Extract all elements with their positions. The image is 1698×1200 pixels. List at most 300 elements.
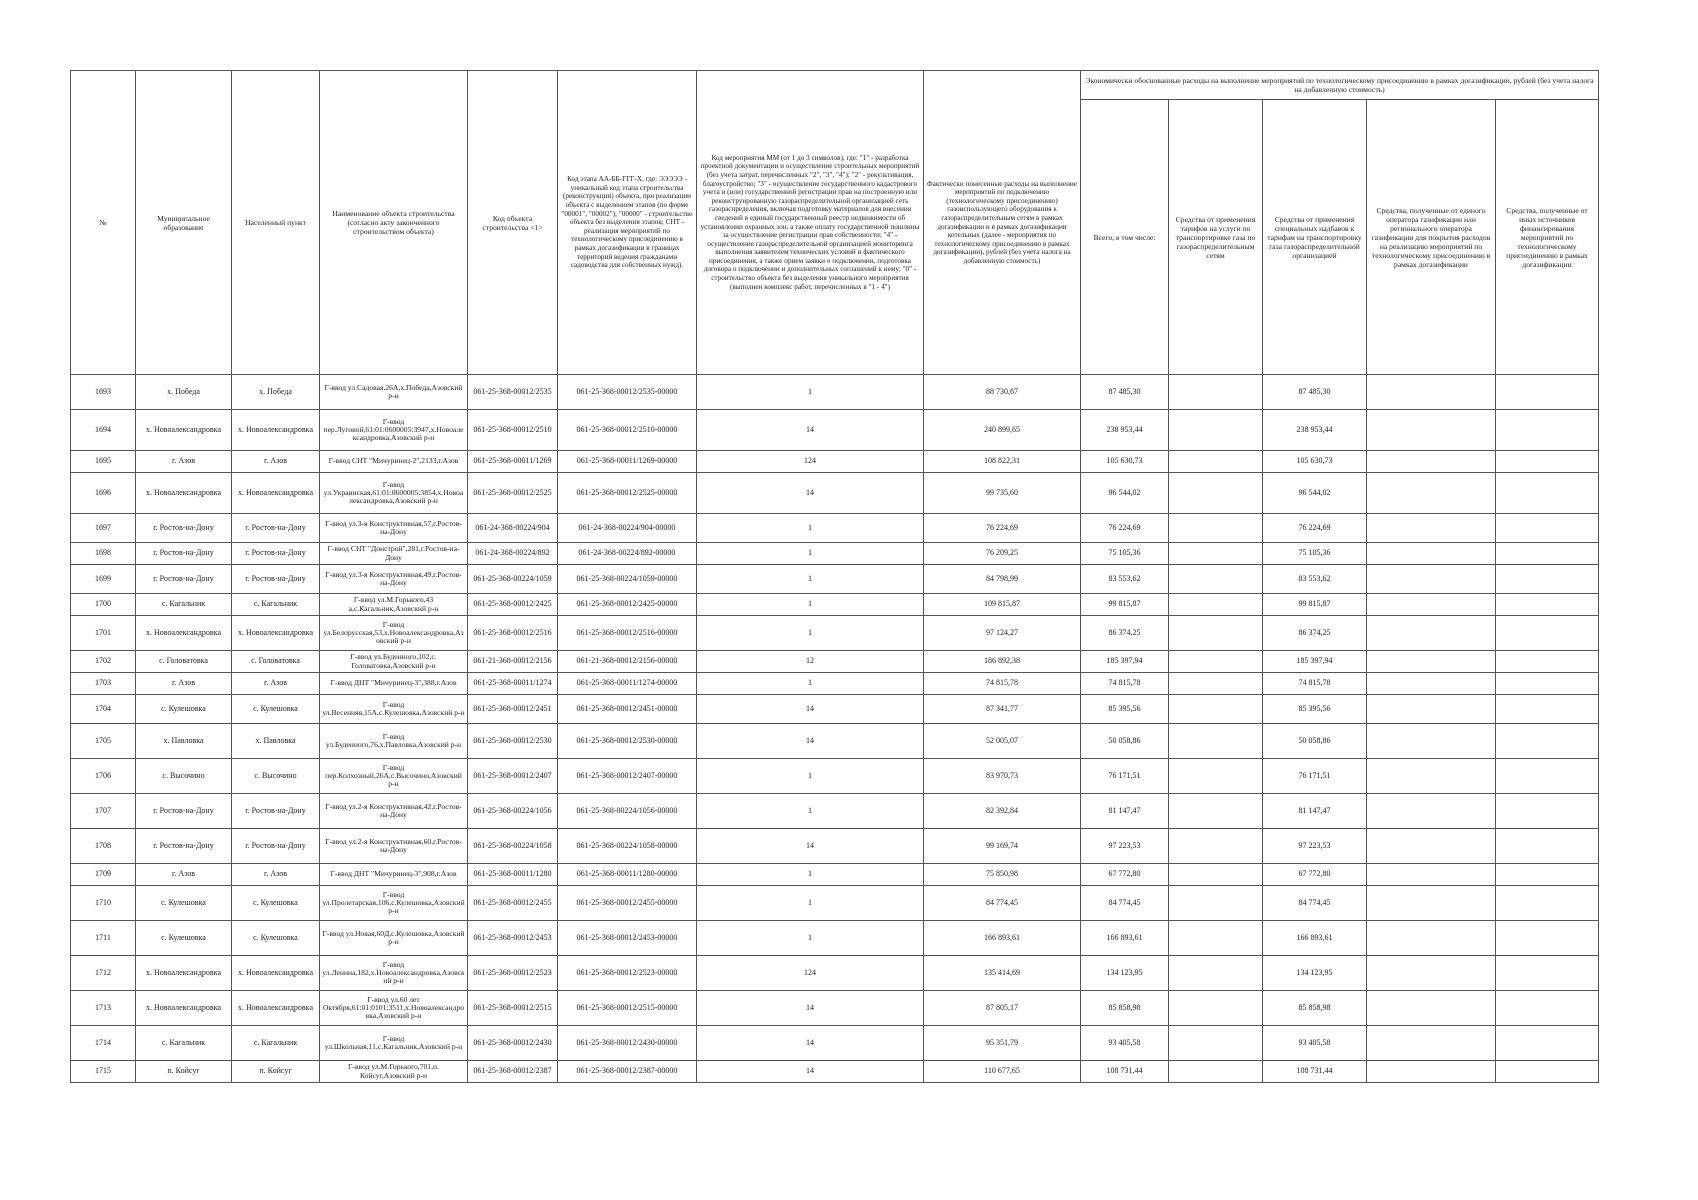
actual-costs-cell: 87 805,17 [924, 991, 1081, 1026]
header-municipality: Муниципальное образование [136, 71, 232, 375]
tariff-funds-cell [1169, 886, 1263, 921]
actual-costs-cell: 108 822,31 [924, 451, 1081, 473]
object-name-cell: Г-ввод пер.Колхозный,26А,с.Высочино,Азовский р-н [320, 759, 468, 794]
row-num: 1702 [71, 651, 136, 673]
stage-code-cell: 061-25-368-00012/2525-00000 [558, 473, 697, 514]
municipality-cell: с. Головатовка [136, 651, 232, 673]
other-funds-cell [1496, 565, 1599, 594]
actual-costs-cell: 97 124,27 [924, 616, 1081, 651]
header-total: Всего, в том числе: [1081, 100, 1169, 375]
total-cell: 105 630,73 [1081, 451, 1169, 473]
other-funds-cell [1496, 921, 1599, 956]
surcharge-funds-cell: 76 171,51 [1263, 759, 1367, 794]
object-code-cell: 061-25-368-00012/2451 [468, 695, 558, 724]
row-num: 1708 [71, 829, 136, 864]
surcharge-funds-cell: 50 058,86 [1263, 724, 1367, 759]
header-tariff-funds: Средства от применения тарифов на услуги по транспортировке газа по газораспределительным сетям [1169, 100, 1263, 375]
tariff-funds-cell [1169, 1026, 1263, 1061]
object-name-cell: Г-ввод ДНТ "Мичуринец-3",388,г.Азов [320, 673, 468, 695]
surcharge-funds-cell: 85 395,56 [1263, 695, 1367, 724]
other-funds-cell [1496, 956, 1599, 991]
surcharge-funds-cell: 99 815,87 [1263, 594, 1367, 616]
municipality-cell: х. Новоалександровка [136, 991, 232, 1026]
municipality-cell: г. Азов [136, 864, 232, 886]
locality-cell: х. Новоалександровка [232, 991, 320, 1026]
surcharge-funds-cell: 67 772,80 [1263, 864, 1367, 886]
object-code-cell: 061-25-368-00224/1058 [468, 829, 558, 864]
actual-costs-cell: 76 209,25 [924, 543, 1081, 565]
actual-costs-cell: 84 798,99 [924, 565, 1081, 594]
object-name-cell: Г-ввод ул.Пролетарская,106,с.Кулешовка,Азовский р-н [320, 886, 468, 921]
other-funds-cell [1496, 829, 1599, 864]
object-name-cell: Г-ввод ул.3-я Конструктивная,49,г.Ростов-на-Дону [320, 565, 468, 594]
operator-funds-cell [1367, 673, 1496, 695]
stage-code-cell: 061-25-368-00012/2425-00000 [558, 594, 697, 616]
locality-cell: х. Новоалександровка [232, 410, 320, 451]
stage-code-cell: 061-25-368-00224/1059-00000 [558, 565, 697, 594]
locality-cell: г. Ростов-на-Дону [232, 829, 320, 864]
other-funds-cell [1496, 794, 1599, 829]
table-row [71, 991, 1599, 1026]
municipality-cell: с. Кулешовка [136, 695, 232, 724]
table-row [71, 864, 1599, 886]
row-num: 1693 [71, 375, 136, 410]
header-num: № [71, 71, 136, 375]
event-code-cell: 1 [697, 864, 924, 886]
surcharge-funds-cell: 108 731,44 [1263, 1061, 1367, 1083]
stage-code-cell: 061-25-368-00012/2453-00000 [558, 921, 697, 956]
locality-cell: с. Высочино [232, 759, 320, 794]
actual-costs-cell: 82 392,84 [924, 794, 1081, 829]
object-code-cell: 061-25-368-00012/2530 [468, 724, 558, 759]
total-cell: 185 397,94 [1081, 651, 1169, 673]
surcharge-funds-cell: 93 405,58 [1263, 1026, 1367, 1061]
other-funds-cell [1496, 1026, 1599, 1061]
tariff-funds-cell [1169, 724, 1263, 759]
locality-cell: с. Кагальник [232, 1026, 320, 1061]
table-row [71, 1026, 1599, 1061]
actual-costs-cell: 99 735,60 [924, 473, 1081, 514]
stage-code-cell: 061-25-368-00012/2516-00000 [558, 616, 697, 651]
table-row [71, 451, 1599, 473]
stage-code-cell: 061-25-368-00012/2523-00000 [558, 956, 697, 991]
event-code-cell: 14 [697, 695, 924, 724]
municipality-cell: х. Новоалександровка [136, 410, 232, 451]
object-name-cell: Г-ввод ул.Буденного,102,с. Головатовка,Азовский р-н [320, 651, 468, 673]
operator-funds-cell [1367, 594, 1496, 616]
row-num: 1699 [71, 565, 136, 594]
municipality-cell: п. Койсуг [136, 1061, 232, 1083]
row-num: 1713 [71, 991, 136, 1026]
actual-costs-cell: 87 341,77 [924, 695, 1081, 724]
other-funds-cell [1496, 724, 1599, 759]
surcharge-funds-cell: 87 485,30 [1263, 375, 1367, 410]
table-row [71, 921, 1599, 956]
header-locality: Населенный пункт [232, 71, 320, 375]
operator-funds-cell [1367, 695, 1496, 724]
surcharge-funds-cell: 96 544,02 [1263, 473, 1367, 514]
municipality-cell: с. Кулешовка [136, 886, 232, 921]
object-name-cell: Г-ввод ул.2-я Конструктивная,42,г.Ростов-на-Дону [320, 794, 468, 829]
other-funds-cell [1496, 543, 1599, 565]
operator-funds-cell [1367, 410, 1496, 451]
header-actual-costs: Фактически понесенные расходы на выполнение мероприятий по подключению (технологическому присоединению) газоиспользующего оборудования к газораспределительным сетям в рамках догазификации и в рамках догазификации котельных (далее - мероприятия по технологическому присоединению в рамках догазификации), рублей (без учета налога на добавленную стоимость) [924, 71, 1081, 375]
total-cell: 76 171,51 [1081, 759, 1169, 794]
event-code-cell: 14 [697, 991, 924, 1026]
tariff-funds-cell [1169, 864, 1263, 886]
locality-cell: х. Павловка [232, 724, 320, 759]
object-code-cell: 061-25-368-00012/2535 [468, 375, 558, 410]
table-row [71, 673, 1599, 695]
surcharge-funds-cell: 74 815,78 [1263, 673, 1367, 695]
actual-costs-cell: 52 005,07 [924, 724, 1081, 759]
event-code-cell: 14 [697, 1026, 924, 1061]
total-cell: 86 374,25 [1081, 616, 1169, 651]
stage-code-cell: 061-24-368-00224/892-00000 [558, 543, 697, 565]
header-operator-funds: Средства, полученные от единого оператора газификации или регионального оператора газификации для покрытия расходов на реализацию мероприятий по технологическому присоединению в рамках догазификации [1367, 100, 1496, 375]
object-code-cell: 061-25-368-00224/1056 [468, 794, 558, 829]
surcharge-funds-cell: 85 858,98 [1263, 991, 1367, 1026]
tariff-funds-cell [1169, 514, 1263, 543]
operator-funds-cell [1367, 991, 1496, 1026]
row-num: 1704 [71, 695, 136, 724]
actual-costs-cell: 166 893,61 [924, 921, 1081, 956]
object-code-cell: 061-21-368-00012/2156 [468, 651, 558, 673]
stage-code-cell: 061-21-368-00012/2156-00000 [558, 651, 697, 673]
event-code-cell: 1 [697, 543, 924, 565]
operator-funds-cell [1367, 451, 1496, 473]
municipality-cell: г. Ростов-на-Дону [136, 829, 232, 864]
header-event-code: Код мероприятия ММ (от 1 до 3 символов), где: "1" - разработка проектной документации и осуществление строительных мероприятий (без учета затрат, перечисленных "2", "3", "4"); "2" - рекультивация, благоустройство; "3" - осуществление государственного кадастрового учета и (или) государственной регистрации прав на построенную или реконструированную газораспределительной организацией сеть газораспределения, включая подготовку материалов для внесения сведений в единый государственный реестр недвижимости об установлении охранных зон, а также оплату государственной пошлины за осуществление регистрации прав собственности; "4" - осуществление газораспределительной организацией мониторинга выполнения заявителем технических условий и фактического присоединения, а также прием заявки о подключении, подготовка договора о подключении и дополнительных соглашений к нему; "0" - строительство объекта без выделения уникального мероприятия (выполнен комплекс работ, перечисленных в "1 - 4") [697, 71, 924, 375]
event-code-cell: 124 [697, 956, 924, 991]
object-name-cell: Г-ввод ул.М.Горького,701,п. Койсуг,Азовский р-н [320, 1061, 468, 1083]
object-name-cell: Г-ввод ул.М.Горького,43 а,с.Кагальник,Азовский р-н [320, 594, 468, 616]
locality-cell: г. Азов [232, 673, 320, 695]
table-row [71, 1061, 1599, 1083]
municipality-cell: г. Ростов-на-Дону [136, 543, 232, 565]
object-code-cell: 061-24-368-00224/904 [468, 514, 558, 543]
total-cell: 84 774,45 [1081, 886, 1169, 921]
tariff-funds-cell [1169, 616, 1263, 651]
total-cell: 67 772,80 [1081, 864, 1169, 886]
actual-costs-cell: 240 899,65 [924, 410, 1081, 451]
other-funds-cell [1496, 759, 1599, 794]
total-cell: 75 105,36 [1081, 543, 1169, 565]
table-row [71, 956, 1599, 991]
stage-code-cell: 061-25-368-00224/1058-00000 [558, 829, 697, 864]
event-code-cell: 1 [697, 886, 924, 921]
total-cell: 85 858,98 [1081, 991, 1169, 1026]
operator-funds-cell [1367, 886, 1496, 921]
table-row [71, 695, 1599, 724]
total-cell: 76 224,69 [1081, 514, 1169, 543]
surcharge-funds-cell: 97 223,53 [1263, 829, 1367, 864]
tariff-funds-cell [1169, 794, 1263, 829]
tariff-funds-cell [1169, 451, 1263, 473]
row-num: 1694 [71, 410, 136, 451]
header-surcharge-funds: Средства от применения специальных надбавок к тарифам на транспортировку газа газораспределительной организацией [1263, 100, 1367, 375]
event-code-cell: 1 [697, 921, 924, 956]
municipality-cell: х. Новоалександровка [136, 616, 232, 651]
event-code-cell: 1 [697, 375, 924, 410]
municipality-cell: с. Высочино [136, 759, 232, 794]
tariff-funds-cell [1169, 829, 1263, 864]
table-row [71, 829, 1599, 864]
table-row [71, 565, 1599, 594]
total-cell: 50 058,86 [1081, 724, 1169, 759]
object-code-cell: 061-25-368-00011/1274 [468, 673, 558, 695]
row-num: 1714 [71, 1026, 136, 1061]
object-code-cell: 061-25-368-00012/2387 [468, 1061, 558, 1083]
row-num: 1711 [71, 921, 136, 956]
other-funds-cell [1496, 375, 1599, 410]
object-code-cell: 061-25-368-00012/2515 [468, 991, 558, 1026]
event-code-cell: 14 [697, 473, 924, 514]
locality-cell: х. Победа [232, 375, 320, 410]
event-code-cell: 1 [697, 594, 924, 616]
locality-cell: г. Азов [232, 451, 320, 473]
operator-funds-cell [1367, 759, 1496, 794]
operator-funds-cell [1367, 724, 1496, 759]
operator-funds-cell [1367, 829, 1496, 864]
tariff-funds-cell [1169, 410, 1263, 451]
object-code-cell: 061-25-368-00012/2453 [468, 921, 558, 956]
actual-costs-cell: 88 730,67 [924, 375, 1081, 410]
total-cell: 108 731,44 [1081, 1061, 1169, 1083]
surcharge-funds-cell: 185 397,94 [1263, 651, 1367, 673]
table-row [71, 594, 1599, 616]
municipality-cell: х. Новоалександровка [136, 956, 232, 991]
object-name-cell: Г-ввод СНТ "Донстрой",281,г.Ростов-на-Дону [320, 543, 468, 565]
event-code-cell: 14 [697, 1061, 924, 1083]
table-row [71, 724, 1599, 759]
other-funds-cell [1496, 886, 1599, 921]
surcharge-funds-cell: 75 105,36 [1263, 543, 1367, 565]
tariff-funds-cell [1169, 1061, 1263, 1083]
object-code-cell: 061-25-368-00012/2455 [468, 886, 558, 921]
other-funds-cell [1496, 991, 1599, 1026]
operator-funds-cell [1367, 956, 1496, 991]
stage-code-cell: 061-25-368-00011/1280-00000 [558, 864, 697, 886]
row-num: 1696 [71, 473, 136, 514]
row-num: 1698 [71, 543, 136, 565]
event-code-cell: 1 [697, 514, 924, 543]
locality-cell: х. Новоалександровка [232, 616, 320, 651]
table-body [71, 375, 1599, 1083]
locality-cell: г. Ростов-на-Дону [232, 514, 320, 543]
total-cell: 99 815,87 [1081, 594, 1169, 616]
locality-cell: п. Койсуг [232, 1061, 320, 1083]
object-name-cell: Г-ввод ул.Украинская,61:01:0600005:3854,х.Новоалександровка,Азовский р-н [320, 473, 468, 514]
locality-cell: г. Ростов-на-Дону [232, 794, 320, 829]
total-cell: 93 405,58 [1081, 1026, 1169, 1061]
event-code-cell: 1 [697, 759, 924, 794]
object-name-cell: Г-ввод ул.Ленина,182,х.Новоалександровка,Азовский р-н [320, 956, 468, 991]
total-cell: 85 395,56 [1081, 695, 1169, 724]
actual-costs-cell: 84 774,45 [924, 886, 1081, 921]
total-cell: 166 893,61 [1081, 921, 1169, 956]
event-code-cell: 1 [697, 673, 924, 695]
operator-funds-cell [1367, 1026, 1496, 1061]
locality-cell: г. Ростов-на-Дону [232, 565, 320, 594]
table-row [71, 375, 1599, 410]
object-code-cell: 061-24-368-00224/892 [468, 543, 558, 565]
row-num: 1710 [71, 886, 136, 921]
surcharge-funds-cell: 83 553,62 [1263, 565, 1367, 594]
tariff-funds-cell [1169, 651, 1263, 673]
row-num: 1709 [71, 864, 136, 886]
event-code-cell: 12 [697, 651, 924, 673]
stage-code-cell: 061-25-368-00012/2515-00000 [558, 991, 697, 1026]
total-cell: 238 953,44 [1081, 410, 1169, 451]
row-num: 1706 [71, 759, 136, 794]
table-row [71, 543, 1599, 565]
municipality-cell: г. Ростов-на-Дону [136, 565, 232, 594]
event-code-cell: 1 [697, 616, 924, 651]
operator-funds-cell [1367, 616, 1496, 651]
surcharge-funds-cell: 238 953,44 [1263, 410, 1367, 451]
object-name-cell: Г-ввод ул.2-я Конструктивная,60,г.Ростов-на-Дону [320, 829, 468, 864]
surcharge-funds-cell: 105 630,73 [1263, 451, 1367, 473]
object-name-cell: Г-ввод ул.Белорусская,53,х.Новоалександровка,Азовский р-н [320, 616, 468, 651]
object-name-cell: Г-ввод ул.Садовая,26А,х.Победа,Азовский р-н [320, 375, 468, 410]
total-cell: 83 553,62 [1081, 565, 1169, 594]
object-code-cell: 061-25-368-00012/2516 [468, 616, 558, 651]
object-code-cell: 061-25-368-00224/1059 [468, 565, 558, 594]
table-row [71, 616, 1599, 651]
actual-costs-cell: 186 892,38 [924, 651, 1081, 673]
operator-funds-cell [1367, 794, 1496, 829]
surcharge-funds-cell: 166 893,61 [1263, 921, 1367, 956]
header-econ-group: Экономически обоснованные расходы на выполнение мероприятий по технологическому присоединению в рамках догазификации, рублей (без учета налога на добавленную стоимость) [1081, 71, 1599, 100]
row-num: 1695 [71, 451, 136, 473]
tariff-funds-cell [1169, 673, 1263, 695]
object-name-cell: Г-ввод ул.3-я Конструктивная,57,г.Ростов-на-Дону [320, 514, 468, 543]
object-name-cell: Г-ввод пер.Луговой,61:01:0600005:3947,х.Новоалександровка,Азовский р-н [320, 410, 468, 451]
municipality-cell: г. Ростов-на-Дону [136, 514, 232, 543]
municipality-cell: г. Ростов-на-Дону [136, 794, 232, 829]
header-object-code: Код объекта строительства <1> [468, 71, 558, 375]
object-code-cell: 061-25-368-00012/2407 [468, 759, 558, 794]
operator-funds-cell [1367, 1061, 1496, 1083]
locality-cell: х. Новоалександровка [232, 473, 320, 514]
operator-funds-cell [1367, 864, 1496, 886]
row-num: 1701 [71, 616, 136, 651]
other-funds-cell [1496, 695, 1599, 724]
event-code-cell: 14 [697, 724, 924, 759]
municipality-cell: х. Новоалександровка [136, 473, 232, 514]
header-other-funds: Средства, полученные от иных источников финансирования мероприятий по технологическому присоединению в рамках догазификации [1496, 100, 1599, 375]
other-funds-cell [1496, 451, 1599, 473]
row-num: 1712 [71, 956, 136, 991]
municipality-cell: г. Азов [136, 451, 232, 473]
object-name-cell: Г-ввод ул.Буденного,76,х.Павловка,Азовский р-н [320, 724, 468, 759]
locality-cell: г. Азов [232, 864, 320, 886]
table-row [71, 651, 1599, 673]
tariff-funds-cell [1169, 956, 1263, 991]
total-cell: 74 815,78 [1081, 673, 1169, 695]
actual-costs-cell: 83 970,73 [924, 759, 1081, 794]
event-code-cell: 1 [697, 794, 924, 829]
table-header [71, 71, 1599, 375]
operator-funds-cell [1367, 921, 1496, 956]
locality-cell: х. Новоалександровка [232, 956, 320, 991]
stage-code-cell: 061-25-368-00012/2407-00000 [558, 759, 697, 794]
total-cell: 81 147,47 [1081, 794, 1169, 829]
actual-costs-cell: 75 850,98 [924, 864, 1081, 886]
object-name-cell: Г-ввод ул.Школьная,11,с.Кагальник,Азовский р-н [320, 1026, 468, 1061]
operator-funds-cell [1367, 514, 1496, 543]
stage-code-cell: 061-25-368-00011/1274-00000 [558, 673, 697, 695]
other-funds-cell [1496, 410, 1599, 451]
other-funds-cell [1496, 473, 1599, 514]
surcharge-funds-cell: 84 774,45 [1263, 886, 1367, 921]
object-code-cell: 061-25-368-00011/1280 [468, 864, 558, 886]
tariff-funds-cell [1169, 473, 1263, 514]
total-cell: 97 223,53 [1081, 829, 1169, 864]
total-cell: 96 544,02 [1081, 473, 1169, 514]
table-row [71, 410, 1599, 451]
object-name-cell: Г-ввод ул.Весенняя,15А,с.Кулешовка,Азовский р-н [320, 695, 468, 724]
surcharge-funds-cell: 76 224,69 [1263, 514, 1367, 543]
stage-code-cell: 061-24-368-00224/904-00000 [558, 514, 697, 543]
tariff-funds-cell [1169, 759, 1263, 794]
stage-code-cell: 061-25-368-00012/2530-00000 [558, 724, 697, 759]
surcharge-funds-cell: 86 374,25 [1263, 616, 1367, 651]
object-name-cell: Г-ввод СНТ "Мичуринец-2",2133,г.Азов [320, 451, 468, 473]
tariff-funds-cell [1169, 375, 1263, 410]
other-funds-cell [1496, 673, 1599, 695]
table-row [71, 886, 1599, 921]
operator-funds-cell [1367, 543, 1496, 565]
actual-costs-cell: 74 815,78 [924, 673, 1081, 695]
municipality-cell: г. Азов [136, 673, 232, 695]
operator-funds-cell [1367, 565, 1496, 594]
row-num: 1700 [71, 594, 136, 616]
object-code-cell: 061-25-368-00012/2425 [468, 594, 558, 616]
municipality-cell: х. Победа [136, 375, 232, 410]
row-num: 1707 [71, 794, 136, 829]
object-name-cell: Г-ввод ул.60 лет Октября,61:01:0101:3511,х.Новоалександровка,Азовский р-н [320, 991, 468, 1026]
object-code-cell: 061-25-368-00012/2430 [468, 1026, 558, 1061]
stage-code-cell: 061-25-368-00012/2535-00000 [558, 375, 697, 410]
object-code-cell: 061-25-368-00012/2525 [468, 473, 558, 514]
object-code-cell: 061-25-368-00012/2510 [468, 410, 558, 451]
municipality-cell: с. Кагальник [136, 1026, 232, 1061]
event-code-cell: 124 [697, 451, 924, 473]
stage-code-cell: 061-25-368-00011/1269-00000 [558, 451, 697, 473]
other-funds-cell [1496, 864, 1599, 886]
stage-code-cell: 061-25-368-00012/2451-00000 [558, 695, 697, 724]
object-name-cell: Г-ввод ДНТ "Мичуринец-3",908,г.Азов [320, 864, 468, 886]
total-cell: 134 123,95 [1081, 956, 1169, 991]
other-funds-cell [1496, 651, 1599, 673]
tariff-funds-cell [1169, 594, 1263, 616]
table-row [71, 759, 1599, 794]
object-code-cell: 061-25-368-00011/1269 [468, 451, 558, 473]
header-stage-code: Код этапа АА-ББ-ГГГ-Х, где: ЭЭЭЭЭ - уникальный код этапа строительства (реконструкции) объекта, при реализации объекта с выделением этапов (по форме "00001", "00002"); "00000" - строительство объекта без выделения этапов; СНТ - реализация мероприятий по технологическому присоединению в рамках догазификации в границах территорий ведения гражданами садоводства для собственных нужд). [558, 71, 697, 375]
stage-code-cell: 061-25-368-00012/2387-00000 [558, 1061, 697, 1083]
other-funds-cell [1496, 514, 1599, 543]
table-row [71, 794, 1599, 829]
locality-cell: с. Кулешовка [232, 921, 320, 956]
stage-code-cell: 061-25-368-00012/2455-00000 [558, 886, 697, 921]
operator-funds-cell [1367, 473, 1496, 514]
locality-cell: с. Кулешовка [232, 886, 320, 921]
stage-code-cell: 061-25-368-00012/2510-00000 [558, 410, 697, 451]
actual-costs-cell: 95 351,79 [924, 1026, 1081, 1061]
document-page [70, 70, 1598, 1083]
